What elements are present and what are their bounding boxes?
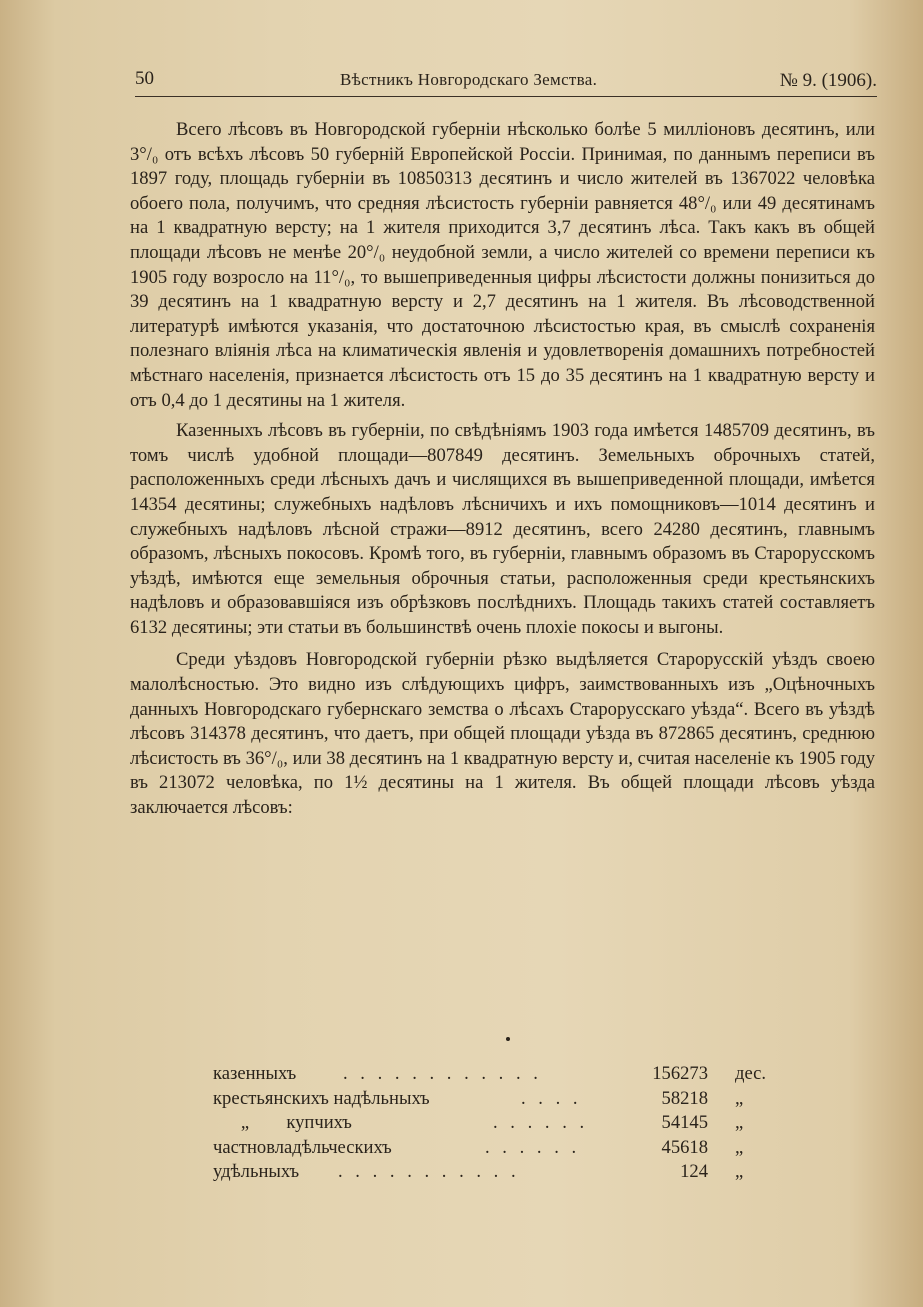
ink-dot [506,1037,510,1041]
table-row [213,1087,773,1112]
row-unit: „ [735,1087,744,1109]
row-value: 54145 [661,1112,708,1133]
row-dots: . . . . . . . . . . . [338,1161,520,1182]
row-label: удѣльныхъ [213,1161,300,1182]
row-dots: . . . . . . [493,1112,589,1133]
table-row [213,1111,773,1136]
paragraph-state-forests: Казенныхъ лѣсовъ въ губерніи, по свѣдѣніямъ 1903 года имѣется 1485709 десятинъ, въ томъ числѣ удобной площади—807849 десятинъ. Земельныхъ оброчныхъ статей, расположенныхъ среди лѣсныхъ дачъ и числящихся въ вышеприведенной площади, имѣется 14354 десятины; служебныхъ надѣловъ лѣсничихъ и ихъ помощниковъ—1014 десятинъ и служебныхъ надѣловъ лѣсной стражи—8912 десятинъ, всего 24280 десятинъ, главнымъ образомъ, лѣсныхъ покосовъ. Кромѣ того, въ губерніи, главнымъ образомъ въ Старорусскомъ уѣздѣ, имѣются еще земельныя оброчныя статьи, расположенныя среди крестьянскихъ надѣловъ и образовавшіяся изъ обрѣзковъ послѣднихъ. Площадь такихъ статей составляетъ 6132 десятины; эти статьи въ большинствѣ очень плохіе покосы и выгоны. [130,420,875,638]
table-row [213,1160,773,1185]
row-unit: „ [735,1112,744,1133]
row-label: „ купчихъ [213,1112,352,1133]
table-row [213,1062,773,1087]
row-value: 58218 [661,1087,708,1109]
journal-title: Вѣстникъ Новгородскаго Земства. [340,70,598,89]
paragraph-forest-area: Всего лѣсовъ въ Новгородской губерніи нѣсколько болѣе 5 милліоновъ десятинъ, или 3°/₀ отъ всѣхъ лѣсовъ 50 губерній Европейской Россіи. Принимая, по даннымъ переписи въ 1897 году, площадь губерніи въ 10850313 десятинъ и число жителей въ 1367022 человѣка обоего пола, получимъ, что средняя лѣсистость губерніи равняется 48°/₀ или 49 десятинамъ на 1 квадратную версту; на 1 жителя приходится 3,7 десятинъ лѣса. Такъ какъ въ общей площади лѣсовъ не менѣе 20°/₀ неудобной земли, а число жителей со времени переписи къ 1905 году возросло на 11°/₀, то вышеприведенныя цифры лѣсистости должны понизиться до 39 десятинъ на 1 квадратную версту и 2,7 десятинъ на 1 жителя. Въ лѣсоводственной литературѣ имѣются указанія, что достаточною лѣсистостью края, въ смыслѣ сохраненія полезнаго вліянія лѣса на климатическія явленія и удовлетворенія домашнихъ потребностей мѣстнаго населенія, признается лѣсистость отъ 15 до 35 десятинъ на 1 квадратную версту и отъ 0,4 до 1 десятины на 1 жителя. [130,119,875,411]
article-body [130,118,875,827]
issue-number: № 9. (1906). [779,70,877,91]
row-label: крестьянскихъ надѣльныхъ [213,1087,430,1109]
table-row [213,1136,773,1161]
row-label: казенныхъ [213,1063,297,1084]
row-dots: . . . . . . . . . . . . [343,1063,542,1084]
row-unit: „ [735,1136,744,1158]
row-value: 124 [680,1161,708,1182]
forest-ownership-table [213,1062,773,1185]
paragraph-staraya-russa: Среди уѣздовъ Новгородской губерніи рѣзко выдѣляется Старорусскій уѣздъ своею малолѣсностью. Это видно изъ слѣдующихъ цифръ, заимствованныхъ изъ „Оцѣночныхъ данныхъ Новгородскаго губернскаго земства о лѣсахъ Старорусскаго уѣзда“. Всего въ уѣздѣ лѣсовъ 314378 десятинъ, что даетъ, при общей площади уѣзда въ 872865 десятинъ, среднюю лѣсистость въ 36°/₀, или 38 десятинъ на 1 квадратную версту и, считая населеніе къ 1905 году въ 213072 человѣка, по 1½ десятины на 1 жителя. Въ общей площади лѣсовъ уѣзда заключается лѣсовъ: [130,649,875,819]
page-header [135,68,877,97]
row-unit: дес. [735,1063,767,1084]
row-value: 45618 [661,1136,708,1158]
row-label: частновладѣльческихъ [213,1136,392,1158]
row-dots: . . . . . . [485,1136,581,1158]
row-unit: „ [735,1161,744,1182]
row-value: 156273 [652,1063,708,1084]
page-number: 50 [135,68,154,89]
row-dots: . . . . [521,1087,582,1109]
